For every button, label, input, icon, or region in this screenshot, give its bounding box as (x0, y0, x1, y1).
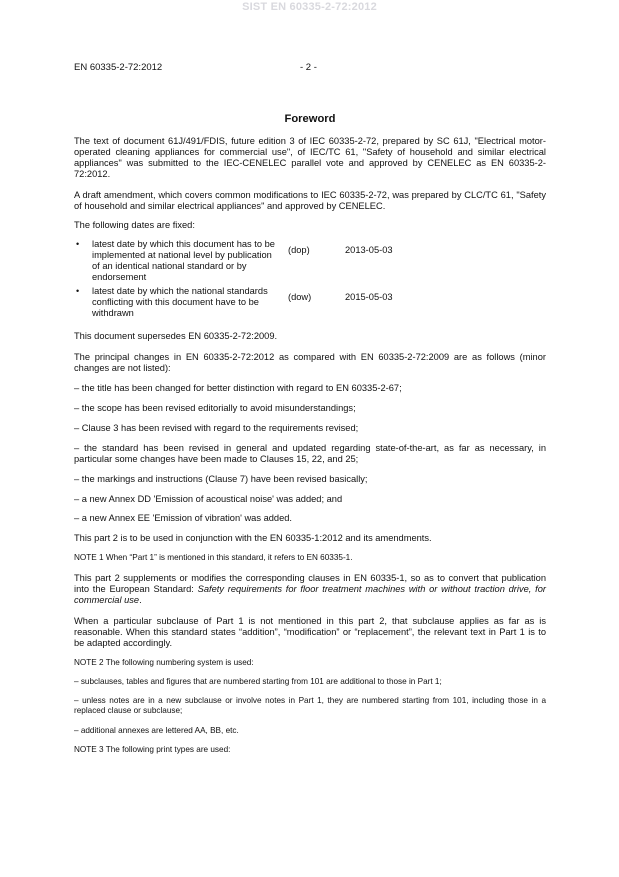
bullet-icon: • (76, 239, 80, 250)
date-item-code: (dop) (288, 245, 310, 256)
paragraph-text-of-document: The text of document 61J/491/FDIS, future edition 3 of IEC 60335-2-72, prepared by SC 61J, "Electrical motor-operated cleaning appliances for commercial use", of IEC/TC 61, "Safety of household and similar electrical appliances" was submitted to the IEC-CENELEC parallel vote and approved by CENELEC as EN 60335-2-72:2012. (74, 136, 546, 179)
change-item: – the title has been changed for better distinction with regard to EN 60335-2-67; (74, 383, 402, 394)
change-item: – a new Annex DD 'Emission of acoustical noise' was added; and (74, 493, 343, 504)
date-item-text: latest date by which this document has to be implemented at national level by publication of an identical national standard or by endorsement (92, 239, 275, 283)
paragraph-use-with-part1: This part 2 is to be used in conjunction with the EN 60335-1:2012 and its amendments. (74, 533, 432, 544)
date-item-date: 2013-05-03 (345, 245, 393, 256)
change-item: – the markings and instructions (Clause 7) have been revised basically; (74, 473, 368, 484)
note-2-item: – subclauses, tables and figures that are numbered starting from 101 are additional to those in Part 1; (74, 677, 442, 687)
watermark: SIST EN 60335-2-72:2012 (242, 1, 377, 13)
bullet-icon: • (76, 286, 80, 297)
note-2-item: – unless notes are in a new subclause or involve notes in Part 1, they are numbered starting from 101, including those in a replaced clause or subclause; (74, 696, 546, 716)
paragraph-dates-intro: The following dates are fixed: (74, 220, 195, 231)
paragraph-supplements (74, 573, 546, 606)
paragraph-draft-amendment: A draft amendment, which covers common modifications to IEC 60335-2-72, was prepared by CLC/TC 61, "Safety of household and similar electrical appliances" and approved by CENELEC. (74, 189, 546, 211)
date-item-date: 2015-05-03 (345, 292, 393, 303)
paragraph-supersedes: This document supersedes EN 60335-2-72:2009. (74, 331, 278, 342)
supplements-end: . (139, 595, 142, 606)
change-item: – the standard has been revised in general and updated regarding state-of-the-art, as far as necessary, in particular some changes have been made to Clauses 15, 22, and 25; (74, 442, 546, 464)
note-2-item: – additional annexes are lettered AA, BB, etc. (74, 725, 239, 735)
date-item-code: (dow) (288, 292, 312, 303)
supplements-text: This part 2 supplements or modifies the corresponding clauses in EN 60335-1, so as to convert that publication into the European Standard: (74, 573, 546, 595)
change-item: – Clause 3 has been revised with regard to the requirements revised; (74, 422, 359, 433)
page-title: Foreword (284, 113, 336, 125)
note-3: NOTE 3 The following print types are used: (74, 744, 231, 754)
date-item-text: latest date by which the national standards conflicting with this document have to be withdrawn (92, 286, 268, 319)
dates-list (74, 239, 546, 323)
header-standard-number: EN 60335-2-72:2012 (74, 62, 163, 73)
note-2: NOTE 2 The following numbering system is used: (74, 657, 254, 667)
note-1: NOTE 1 When “Part 1” is mentioned in this standard, it refers to EN 60335-1. (74, 553, 353, 563)
change-item: – a new Annex EE 'Emission of vibration' was added. (74, 513, 293, 524)
paragraph-principal-changes: The principal changes in EN 60335-2-72:2012 as compared with EN 60335-2-72:2009 are as follows (minor changes are not listed): (74, 352, 546, 374)
document-body (74, 136, 546, 755)
change-item: – the scope has been revised editorially to avoid misunderstandings; (74, 402, 356, 413)
paragraph-subclause-rules: When a particular subclause of Part 1 is not mentioned in this part 2, that subclause applies as far as is reasonable. When this standard states “addition”, “modification” or “replacement”, the relevant text in Part 1 is to be adapted accordingly. (74, 616, 546, 648)
header-page-number: - 2 - (300, 62, 317, 73)
european-standard-title: Safety requirements for floor treatment machines with or without traction drive, for commercial use (74, 584, 546, 606)
